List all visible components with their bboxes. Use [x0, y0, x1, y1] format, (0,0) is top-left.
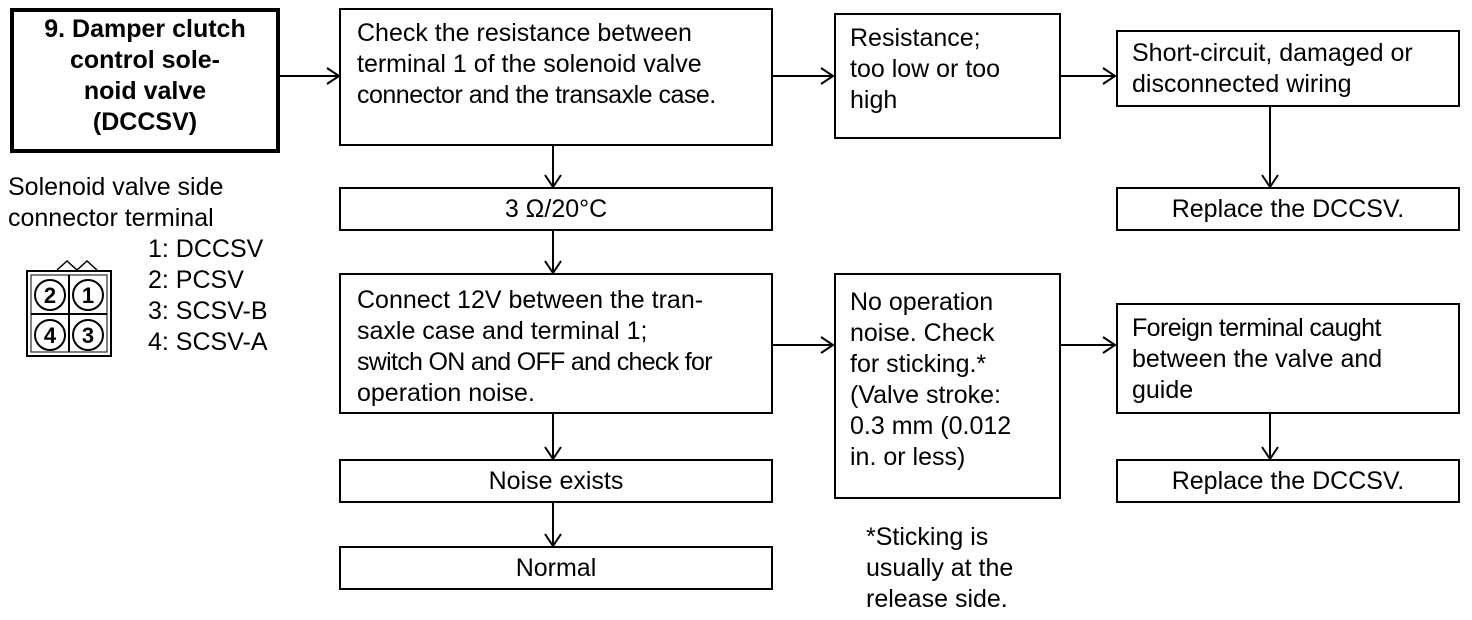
- box-line: in. or less): [850, 443, 966, 471]
- caption-line: connector terminal: [8, 204, 214, 232]
- box-line: disconnected wiring: [1132, 70, 1352, 98]
- footnote: [866, 522, 1013, 615]
- box-line: Check the resistance between: [357, 19, 692, 47]
- box-line: Resistance;: [850, 24, 981, 52]
- title-line: noid valve: [83, 77, 207, 105]
- terminal-item: 1: DCCSV: [148, 235, 264, 263]
- short-circuit-box: [1116, 30, 1460, 107]
- title-line: control sole-: [69, 46, 220, 74]
- title-box: [10, 8, 280, 153]
- box-line: switch ON and OFF and check for: [357, 348, 712, 376]
- box-line: operation noise.: [357, 379, 535, 407]
- noise-exists-box: [339, 459, 773, 503]
- box-line: Connect 12V between the tran-: [357, 286, 704, 314]
- box-line: between the valve and: [1132, 345, 1383, 373]
- replace-dccsv-box-1: [1116, 187, 1460, 231]
- connector-pin: 4: [43, 323, 57, 348]
- connector-caption: [8, 172, 223, 234]
- terminal-list: [148, 234, 268, 358]
- box-line: too low or too: [850, 55, 1001, 83]
- title-line: 9. Damper clutch: [44, 15, 246, 43]
- box-line: Noise exists: [488, 467, 624, 495]
- terminal-item: 4: SCSV-A: [148, 328, 268, 356]
- box-line: 0.3 mm (0.012: [850, 412, 1012, 440]
- box-line: 3 Ω/20°C: [504, 195, 608, 223]
- footnote-line: usually at the: [866, 554, 1014, 582]
- connect-12v-box: [339, 273, 773, 414]
- resistance-out-of-range-box: [834, 13, 1061, 139]
- terminal-item: 3: SCSV-B: [148, 297, 268, 325]
- normal-box: [339, 546, 773, 590]
- connector-terminal-drawing: [27, 261, 111, 356]
- title-line: (DCCSV): [92, 108, 198, 136]
- connector-pin: 2: [43, 283, 57, 308]
- connector-pin: 1: [81, 283, 95, 308]
- box-line: guide: [1132, 376, 1194, 404]
- box-line: Short-circuit, damaged or: [1132, 39, 1413, 67]
- replace-dccsv-box-2: [1116, 459, 1460, 503]
- box-line: Replace the DCCSV.: [1171, 467, 1405, 495]
- box-line: connector and the transaxle case.: [357, 81, 716, 109]
- box-line: high: [850, 86, 898, 114]
- foreign-terminal-box: [1116, 303, 1460, 414]
- no-operation-noise-box: [834, 273, 1061, 499]
- box-line: (Valve stroke:: [850, 381, 1001, 409]
- resistance-spec-box: [339, 187, 773, 231]
- connector-pin: 3: [81, 323, 95, 348]
- box-line: Replace the DCCSV.: [1171, 195, 1405, 223]
- footnote-line: release side.: [866, 585, 1008, 613]
- check-resistance-box: [339, 8, 773, 146]
- box-line: noise. Check: [850, 319, 995, 347]
- terminal-item: 2: PCSV: [148, 266, 244, 294]
- box-line: terminal 1 of the solenoid valve: [357, 50, 702, 78]
- box-line: Foreign terminal caught: [1132, 314, 1381, 342]
- box-line: for sticking.*: [850, 350, 987, 378]
- footnote-line: *Sticking is: [866, 523, 989, 551]
- box-line: No operation: [850, 288, 994, 316]
- box-line: Normal: [515, 554, 597, 582]
- box-line: saxle case and terminal 1;: [357, 317, 648, 345]
- caption-line: Solenoid valve side: [8, 173, 224, 201]
